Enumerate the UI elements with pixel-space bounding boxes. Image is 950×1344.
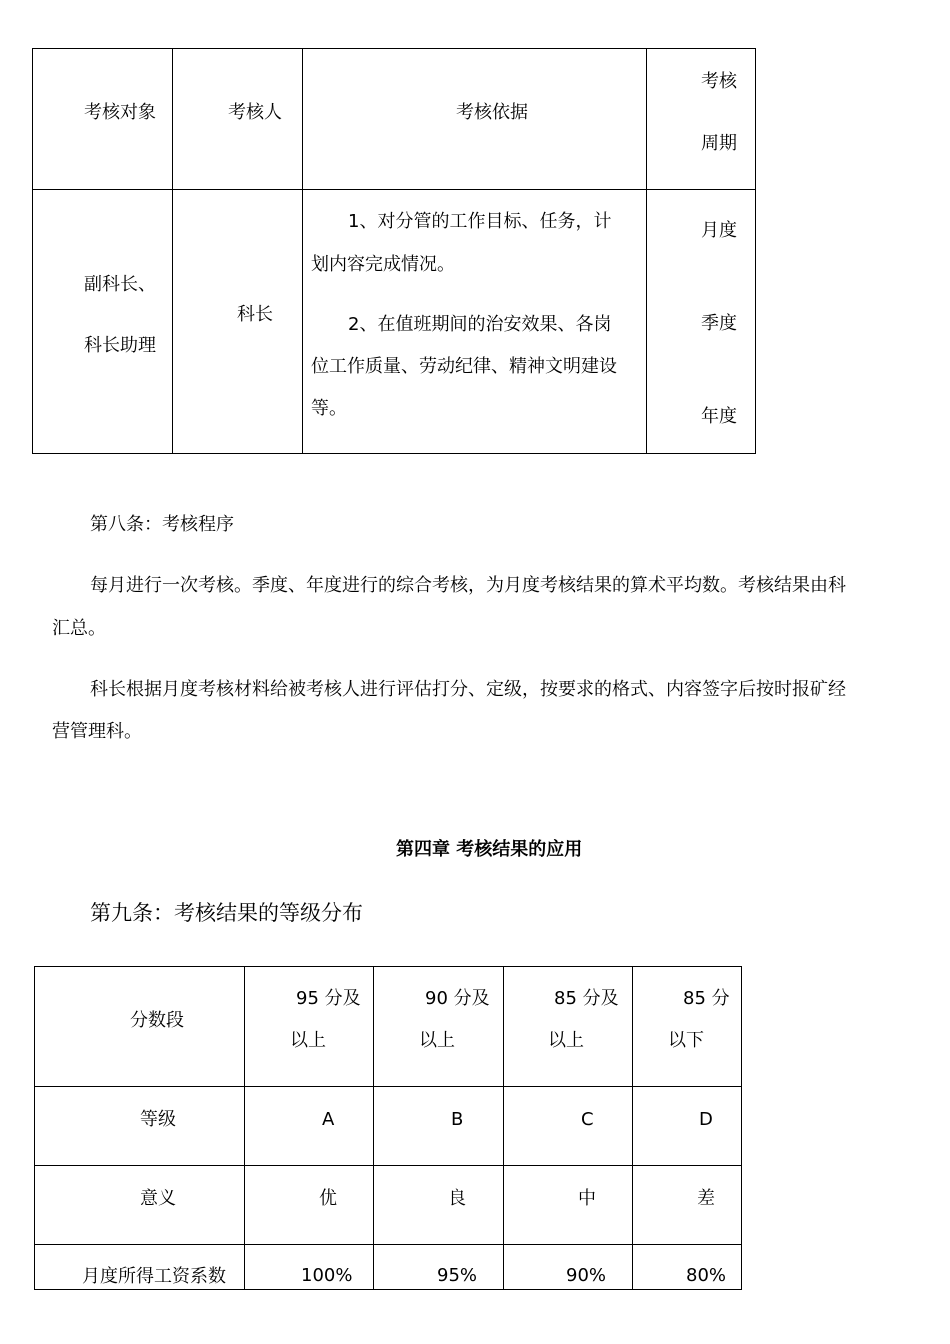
table-border bbox=[632, 966, 633, 1290]
grade-b: B bbox=[451, 1109, 464, 1130]
table-border bbox=[34, 1244, 742, 1245]
label-meaning: 意义 bbox=[140, 1188, 176, 1209]
coef-c: 90% bbox=[566, 1265, 607, 1286]
label-score-range: 分数段 bbox=[130, 1010, 184, 1031]
header-assessor: 考核人 bbox=[228, 102, 282, 123]
header-basis: 考核依据 bbox=[456, 102, 528, 123]
chapter-title: 第四章 考核结果的应用 bbox=[396, 839, 583, 860]
article8-para1-line1: 每月进行一次考核。季度、年度进行的综合考核，为月度考核结果的算术平均数。考核结果由科 bbox=[90, 575, 846, 596]
table-border bbox=[741, 966, 742, 1290]
grade-a: A bbox=[322, 1109, 335, 1130]
meaning-a: 优 bbox=[319, 1188, 337, 1209]
table-border bbox=[32, 48, 33, 454]
target-line1: 副科长、 bbox=[84, 274, 156, 295]
period-quarterly: 季度 bbox=[701, 313, 737, 334]
header-target: 考核对象 bbox=[84, 102, 156, 123]
table-border bbox=[32, 189, 756, 190]
table-border bbox=[755, 48, 756, 454]
score-b-line1: 90 分及 bbox=[425, 988, 490, 1009]
table-border bbox=[34, 966, 742, 967]
coef-b: 95% bbox=[437, 1265, 478, 1286]
score-b-line2: 以上 bbox=[419, 1030, 455, 1051]
table-border bbox=[34, 1165, 742, 1166]
header-period-line1: 考核 bbox=[701, 71, 737, 92]
header-period-line2: 周期 bbox=[701, 133, 737, 154]
article8-heading: 第八条：考核程序 bbox=[90, 514, 234, 535]
label-salary-coef: 月度所得工资系数 bbox=[82, 1266, 226, 1287]
meaning-c: 中 bbox=[578, 1188, 596, 1209]
meaning-b: 良 bbox=[448, 1188, 466, 1209]
article9-heading: 第九条：考核结果的等级分布 bbox=[90, 901, 363, 925]
basis-item1-line1: 1、对分管的工作目标、任务，计 bbox=[348, 211, 612, 232]
score-c-line1: 85 分及 bbox=[554, 988, 619, 1009]
basis-item2-line2: 位工作质量、劳动纪律、精神文明建设 bbox=[311, 356, 617, 377]
grade-c: C bbox=[581, 1109, 594, 1130]
score-a-line1: 95 分及 bbox=[296, 988, 361, 1009]
table-border bbox=[32, 48, 756, 49]
period-yearly: 年度 bbox=[701, 406, 737, 427]
table-border bbox=[373, 966, 374, 1290]
meaning-d: 差 bbox=[697, 1188, 715, 1209]
table-border bbox=[34, 1289, 742, 1290]
coef-d: 80% bbox=[686, 1265, 727, 1286]
basis-item1-line2: 划内容完成情况。 bbox=[311, 254, 455, 275]
score-c-line2: 以上 bbox=[548, 1030, 584, 1051]
label-grade: 等级 bbox=[140, 1109, 176, 1130]
article8-para2-line1: 科长根据月度考核材料给被考核人进行评估打分、定级，按要求的格式、内容签字后按时报矿经 bbox=[90, 679, 846, 700]
coef-a: 100% bbox=[301, 1265, 353, 1286]
score-a-line2: 以上 bbox=[290, 1030, 326, 1051]
table-border bbox=[32, 453, 756, 454]
target-line2: 科长助理 bbox=[84, 335, 156, 356]
basis-item2-line1: 2、在值班期间的治安效果、各岗 bbox=[348, 314, 612, 335]
assessor-value: 科长 bbox=[237, 304, 273, 325]
period-monthly: 月度 bbox=[701, 220, 737, 241]
table-border bbox=[503, 966, 504, 1290]
table-border bbox=[172, 48, 173, 454]
table-border bbox=[646, 48, 647, 454]
table-border bbox=[34, 1086, 742, 1087]
article8-para1-line2: 汇总。 bbox=[52, 618, 106, 639]
score-d-line2: 以下 bbox=[668, 1030, 704, 1051]
table-border bbox=[34, 966, 35, 1290]
table-border bbox=[302, 48, 303, 454]
article8-para2-line2: 营管理科。 bbox=[52, 721, 142, 742]
score-d-line1: 85 分 bbox=[683, 988, 730, 1009]
grade-d: D bbox=[699, 1109, 713, 1130]
basis-item2-line3: 等。 bbox=[311, 398, 347, 419]
table-border bbox=[244, 966, 245, 1290]
